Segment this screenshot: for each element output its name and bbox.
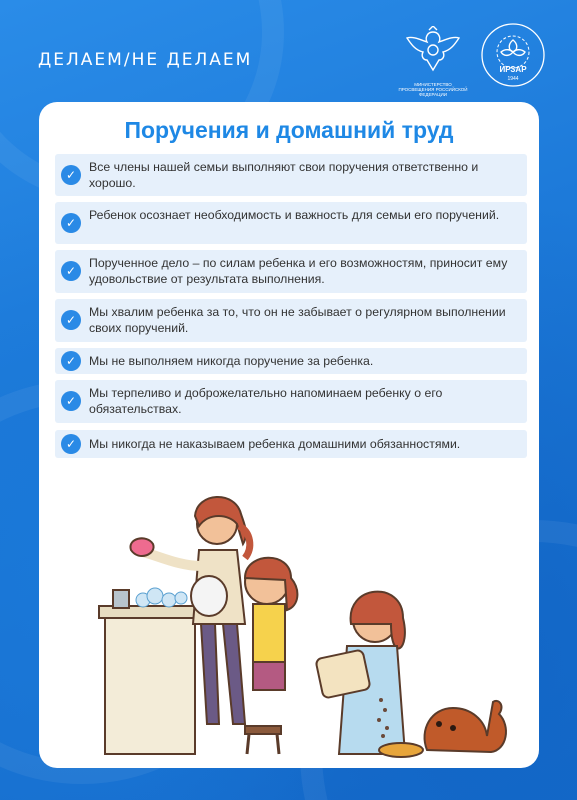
- checkmark-icon: ✓: [61, 434, 81, 454]
- list-item: [55, 250, 527, 293]
- item-text: Мы хвалим ребенка за то, что он не забывает о регулярном выполнении своих поручений.: [89, 305, 506, 335]
- irzar-logo-icon: [480, 22, 546, 88]
- family-chores-illustration: [39, 474, 539, 768]
- soap-bubbles: [136, 588, 187, 607]
- girl-feeding-dog: [315, 592, 423, 757]
- list-item: [55, 299, 527, 342]
- checkmark-icon: ✓: [61, 261, 81, 281]
- item-text: Мы никогда не наказываем ребенка домашними обязанностями.: [89, 437, 461, 451]
- checkmark-icon: ✓: [61, 165, 81, 185]
- checkmark-icon: ✓: [61, 213, 81, 233]
- irzar-year: 1944: [507, 76, 519, 82]
- item-text: Ребенок осознает необходимость и важность для семьи его поручений.: [89, 208, 500, 222]
- content-card: [39, 102, 539, 768]
- sink-cabinet: [99, 590, 201, 754]
- list-item: [55, 430, 527, 458]
- irzar-name: ИРЗАР: [499, 65, 527, 74]
- checkmark-icon: ✓: [61, 351, 81, 371]
- list-item: [55, 348, 527, 374]
- item-text: Все члены нашей семьи выполняют свои поручения ответственно и хорошо.: [89, 160, 479, 190]
- list-item: [55, 380, 527, 423]
- item-text: Порученное дело – по силам ребенка и его возможностям, приносит ему удовольствие от результата выполнения.: [89, 256, 508, 286]
- item-text: Мы терпеливо и доброжелательно напоминаем ребенку о его обязательствах.: [89, 386, 443, 416]
- card-title: Поручения и домашний труд: [124, 117, 454, 143]
- ministry-emblem-icon: [398, 26, 468, 96]
- list-item: [55, 202, 527, 244]
- dog-figure: [425, 701, 506, 752]
- header-title: ДЕЛАЕМ/НЕ ДЕЛАЕМ: [38, 50, 253, 70]
- checkmark-icon: ✓: [61, 391, 81, 411]
- ministry-caption: МИНИСТЕРСТВО ПРОСВЕЩЕНИЯ РОССИЙСКОЙ ФЕДЕРАЦИИ: [398, 82, 468, 97]
- checkmark-icon: ✓: [61, 310, 81, 330]
- list-item: [55, 154, 527, 196]
- item-text: Мы не выполняем никогда поручение за ребенка.: [89, 354, 374, 368]
